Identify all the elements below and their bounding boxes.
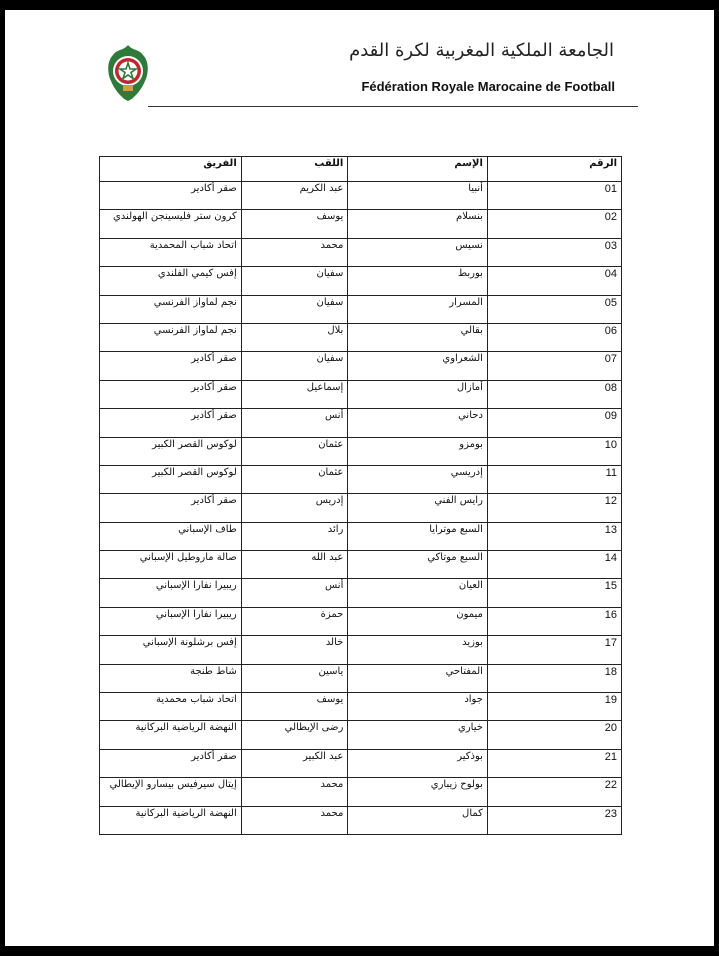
cell-last-name: أنبيا: [348, 182, 488, 210]
cell-team: النهضة الرياضية البركانية: [100, 721, 242, 749]
header-first-name: اللقب: [241, 157, 348, 182]
cell-number: 23: [487, 806, 621, 834]
cell-first-name: يوسف: [241, 693, 348, 721]
cell-team: إفس كيمي الفلندي: [100, 267, 242, 295]
table-row: [100, 806, 622, 834]
table-row: [100, 437, 622, 465]
cell-team: لوكوس القصر الكبير: [100, 437, 242, 465]
cell-number: 10: [487, 437, 621, 465]
cell-number: 22: [487, 778, 621, 806]
cell-number: 16: [487, 607, 621, 635]
cell-first-name: أنس: [241, 579, 348, 607]
cell-number: 11: [487, 465, 621, 493]
cell-number: 20: [487, 721, 621, 749]
cell-last-name: بوذكير: [348, 749, 488, 777]
cell-number: 14: [487, 551, 621, 579]
cell-team: صقر أكادير: [100, 182, 242, 210]
cell-first-name: إدريس: [241, 494, 348, 522]
cell-first-name: عبد الله: [241, 551, 348, 579]
cell-number: 18: [487, 664, 621, 692]
cell-first-name: رائد: [241, 522, 348, 550]
table-row: [100, 522, 622, 550]
cell-last-name: خياري: [348, 721, 488, 749]
cell-last-name: إدريسي: [348, 465, 488, 493]
player-roster-table: [99, 156, 622, 835]
cell-team: صقر أكادير: [100, 494, 242, 522]
cell-last-name: العيان: [348, 579, 488, 607]
cell-last-name: جواد: [348, 693, 488, 721]
header-team: الفريق: [100, 157, 242, 182]
cell-last-name: ميمون: [348, 607, 488, 635]
cell-first-name: عثمان: [241, 437, 348, 465]
cell-first-name: رضى الإيطالي: [241, 721, 348, 749]
cell-team: إفس برشلونة الإسباني: [100, 636, 242, 664]
header-last-name: الإسم: [348, 157, 488, 182]
cell-number: 06: [487, 323, 621, 351]
table-row: [100, 380, 622, 408]
cell-number: 03: [487, 238, 621, 266]
cell-first-name: محمد: [241, 778, 348, 806]
cell-team: ريبيرا نفارا الإسباني: [100, 579, 242, 607]
cell-last-name: المسرار: [348, 295, 488, 323]
cell-last-name: بولوح زيباري: [348, 778, 488, 806]
cell-number: 05: [487, 295, 621, 323]
cell-number: 07: [487, 352, 621, 380]
cell-last-name: بنسلام: [348, 210, 488, 238]
cell-last-name: الشعراوي: [348, 352, 488, 380]
frmf-crest-logo: [105, 43, 151, 103]
cell-number: 21: [487, 749, 621, 777]
table-row: [100, 693, 622, 721]
cell-first-name: محمد: [241, 238, 348, 266]
table-row: [100, 210, 622, 238]
cell-first-name: عثمان: [241, 465, 348, 493]
table-row: [100, 465, 622, 493]
table-row: [100, 636, 622, 664]
cell-first-name: إسماعيل: [241, 380, 348, 408]
cell-team: ريبيرا نفارا الإسباني: [100, 607, 242, 635]
table-row: [100, 409, 622, 437]
cell-last-name: بقالي: [348, 323, 488, 351]
cell-team: صقر أكادير: [100, 352, 242, 380]
cell-first-name: سفيان: [241, 267, 348, 295]
cell-number: 15: [487, 579, 621, 607]
document-page: [5, 10, 714, 946]
table-row: [100, 778, 622, 806]
cell-team: إيتال سيرفيس بيسارو الإيطالي: [100, 778, 242, 806]
cell-first-name: يوسف: [241, 210, 348, 238]
federation-title-arabic: الجامعة الملكية المغربية لكرة القدم: [349, 40, 614, 61]
cell-team: صقر أكادير: [100, 380, 242, 408]
cell-first-name: عبد الكريم: [241, 182, 348, 210]
cell-last-name: رايس الفني: [348, 494, 488, 522]
cell-team: لوكوس القصر الكبير: [100, 465, 242, 493]
table-body: [100, 182, 622, 835]
cell-last-name: دحاني: [348, 409, 488, 437]
cell-number: 12: [487, 494, 621, 522]
cell-team: صالة ماروطيل الإسباني: [100, 551, 242, 579]
cell-first-name: محمد: [241, 806, 348, 834]
cell-first-name: بلال: [241, 323, 348, 351]
cell-last-name: بوربط: [348, 267, 488, 295]
cell-team: طاف الإسباني: [100, 522, 242, 550]
cell-number: 04: [487, 267, 621, 295]
cell-team: صقر أكادير: [100, 749, 242, 777]
table-row: [100, 295, 622, 323]
table-row: [100, 323, 622, 351]
cell-team: شاط طنجة: [100, 664, 242, 692]
table-row: [100, 749, 622, 777]
table-row: [100, 352, 622, 380]
table-row: [100, 238, 622, 266]
cell-first-name: سفيان: [241, 352, 348, 380]
header-divider: [148, 106, 638, 107]
cell-number: 08: [487, 380, 621, 408]
table-row: [100, 579, 622, 607]
table-row: [100, 607, 622, 635]
cell-team: نجم لماواز الفرنسي: [100, 323, 242, 351]
table-header-row: [100, 157, 622, 182]
cell-last-name: المفتاحي: [348, 664, 488, 692]
cell-first-name: حمزة: [241, 607, 348, 635]
cell-last-name: أمازال: [348, 380, 488, 408]
table-row: [100, 182, 622, 210]
cell-first-name: ياسين: [241, 664, 348, 692]
table-row: [100, 494, 622, 522]
cell-last-name: نسيس: [348, 238, 488, 266]
cell-first-name: عبد الكبير: [241, 749, 348, 777]
cell-number: 17: [487, 636, 621, 664]
cell-number: 02: [487, 210, 621, 238]
cell-last-name: بومزو: [348, 437, 488, 465]
cell-team: نجم لماواز الفرنسي: [100, 295, 242, 323]
cell-first-name: سفيان: [241, 295, 348, 323]
federation-title-french: Fédération Royale Marocaine de Football: [361, 79, 615, 94]
table-row: [100, 551, 622, 579]
cell-number: 09: [487, 409, 621, 437]
cell-team: اتحاد شباب محمدية: [100, 693, 242, 721]
cell-last-name: كمال: [348, 806, 488, 834]
cell-team: النهضة الرياضية البركانية: [100, 806, 242, 834]
cell-number: 13: [487, 522, 621, 550]
table-row: [100, 721, 622, 749]
cell-last-name: بوزيد: [348, 636, 488, 664]
cell-number: 19: [487, 693, 621, 721]
cell-team: صقر أكادير: [100, 409, 242, 437]
cell-number: 01: [487, 182, 621, 210]
table-row: [100, 664, 622, 692]
cell-team: كرون ستر فليسينجن الهولندي: [100, 210, 242, 238]
cell-first-name: خالد: [241, 636, 348, 664]
table-row: [100, 267, 622, 295]
cell-first-name: أنس: [241, 409, 348, 437]
cell-last-name: السبع موتاكي: [348, 551, 488, 579]
cell-team: اتحاد شباب المحمدية: [100, 238, 242, 266]
cell-last-name: السبع موترايا: [348, 522, 488, 550]
header-number: الرقم: [487, 157, 621, 182]
